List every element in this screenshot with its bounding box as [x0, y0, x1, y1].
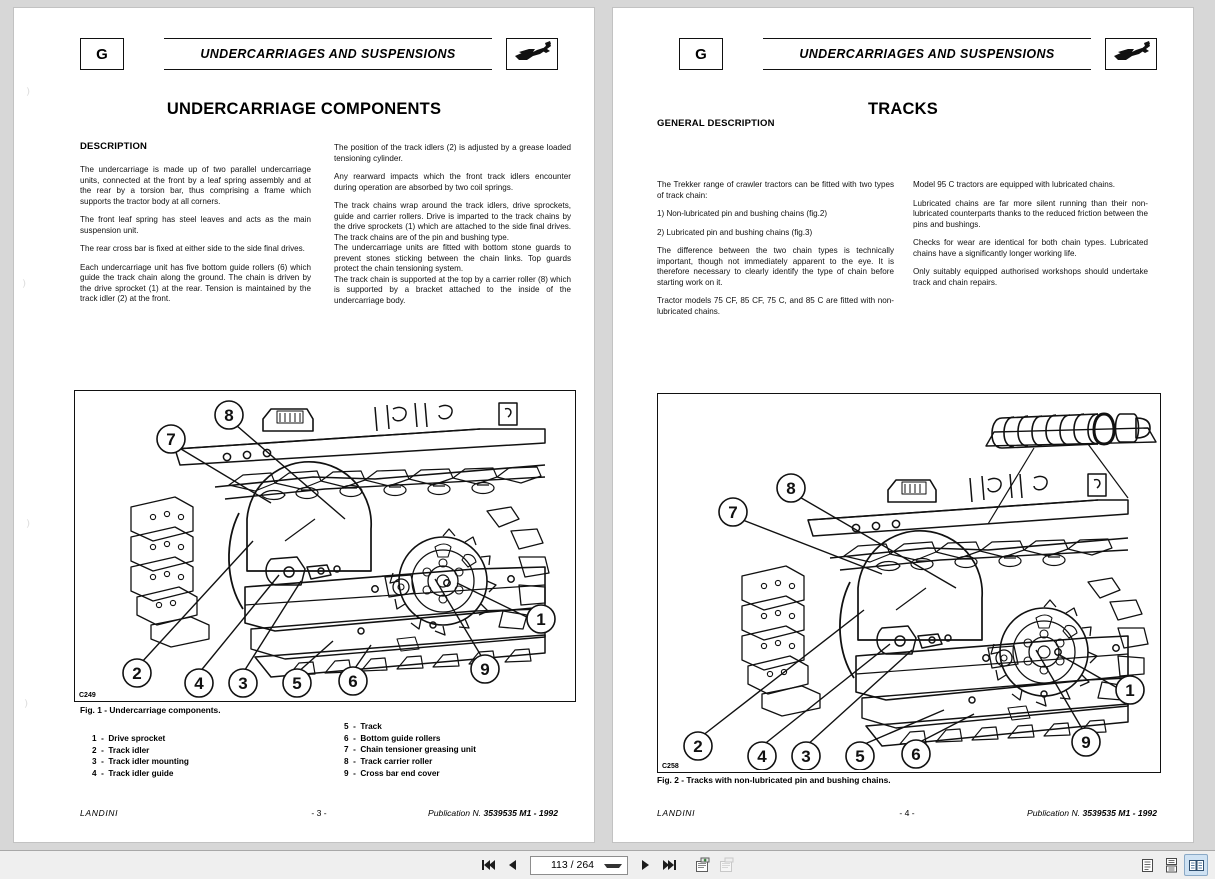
next-page-button[interactable]: [635, 855, 655, 875]
view-mode-group[interactable]: [1135, 851, 1209, 879]
svg-text:7: 7: [728, 503, 737, 522]
figure-code: C249: [79, 692, 96, 699]
view-single-page-button[interactable]: [1136, 855, 1158, 875]
svg-text:9: 9: [1081, 733, 1090, 752]
svg-text:4: 4: [194, 674, 204, 693]
section-heading: GENERAL DESCRIPTION: [657, 118, 775, 129]
svg-text:6: 6: [348, 672, 357, 691]
binder-ring-mark: ⁾: [26, 86, 30, 103]
svg-text:6: 6: [911, 745, 920, 764]
paragraph: Tractor models 75 CF, 85 CF, 75 C, and 85 C are fitted with non-lubricated chains.: [657, 296, 894, 317]
svg-text:7: 7: [166, 430, 175, 449]
paragraph: Only suitably equipped authorised workshops should undertake track and chain repairs.: [913, 267, 1148, 288]
page-title: UNDERCARRIAGE COMPONENTS: [14, 100, 594, 119]
footer-publication: Publication N. 3539535 M1 - 1992: [428, 808, 558, 818]
legend-item: 5 - Track: [344, 721, 476, 733]
paragraph: The track chain is supported at the top by a carrier roller (8) which is supported by a bracket attached to the inside of the undercarriage body.: [334, 275, 571, 307]
page-header-title: UNDERCARRIAGES AND SUSPENSIONS: [164, 38, 492, 70]
section-heading: DESCRIPTION: [80, 141, 147, 152]
svg-text:3: 3: [801, 747, 810, 766]
section-letter-badge: G: [679, 38, 723, 70]
legend-item: 4 - Track idler guide: [92, 768, 189, 780]
svg-text:1: 1: [536, 610, 545, 629]
view-continuous-button[interactable]: [1160, 855, 1182, 875]
figure-2: [657, 393, 1161, 773]
paragraph: 2) Lubricated pin and bushing chains (fig.3): [657, 228, 894, 239]
hand-wrench-icon: [506, 38, 558, 70]
legend-column-left: [92, 733, 189, 780]
body-column-right: [334, 143, 571, 306]
svg-text:2: 2: [693, 737, 702, 756]
page-number-input[interactable]: [530, 856, 628, 875]
legend-item: 2 - Track idler: [92, 745, 189, 757]
legend-item: 8 - Track carrier roller: [344, 756, 476, 768]
view-two-page-button[interactable]: [1184, 854, 1208, 876]
footer-page-number: - 4 -: [657, 808, 1157, 818]
paragraph: Checks for wear are identical for both chain types. Lubricated chains have a significantly longer working life.: [913, 238, 1148, 259]
paragraph: The rear cross bar is fixed at either side to the side final drives.: [80, 244, 311, 255]
binder-ring-mark: ⁾: [26, 518, 30, 535]
paragraph: 1) Non-lubricated pin and bushing chains (fig.2): [657, 209, 894, 220]
figure-1-illustration: [75, 391, 573, 699]
svg-text:2: 2: [132, 664, 141, 683]
paragraph: The difference between the two chain types is technically important, though not immediately apparent to the eye. It is therefore necessary to clearly identify the type of chain before starting work on it.: [657, 246, 894, 288]
footer-publication: Publication N. 3539535 M1 - 1992: [1027, 808, 1157, 818]
figure-callout: [123, 401, 555, 697]
paragraph: The position of the track idlers (2) is adjusted by a grease loaded tensioning cylinder.: [334, 143, 571, 164]
document-page-left[interactable]: [14, 8, 594, 842]
first-page-button[interactable]: [479, 855, 499, 875]
legend-item: 3 - Track idler mounting: [92, 756, 189, 768]
footer-brand: LANDINI: [657, 808, 695, 818]
paragraph: The undercarriage units are fitted with bottom stone guards to prevent stones sticking between the chain links. Top guards protect the chain tensioning system.: [334, 243, 571, 275]
chevron-down-icon[interactable]: [604, 864, 622, 868]
figure-2-illustration: [658, 394, 1158, 770]
paragraph: The Trekker range of crawler tractors can be fitted with two types of track chain:: [657, 180, 894, 201]
paragraph: The undercarriage is made up of two parallel undercarriage units, connected at the front by a leaf spring assembly and at the rear by a torsion bar, thus comprising a frame which supports the tractor body at all corners.: [80, 165, 311, 207]
legend-item: 1 - Drive sprocket: [92, 733, 189, 745]
legend-item: 9 - Cross bar end cover: [344, 768, 476, 780]
paragraph: Lubricated chains are far more silent running than their non-lubricated counterparts thanks to the reduced friction between the pins and bushings.: [913, 199, 1148, 231]
legend-item: 7 - Chain tensioner greasing unit: [344, 744, 476, 756]
hand-wrench-icon: [1105, 38, 1157, 70]
document-page-right[interactable]: [613, 8, 1193, 842]
paragraph: The front leaf spring has steel leaves and acts as the main suspension unit.: [80, 215, 311, 236]
svg-text:9: 9: [480, 660, 489, 679]
body-column-left: [80, 165, 311, 313]
svg-text:3: 3: [238, 674, 247, 693]
figure-1: [74, 390, 576, 702]
legend-item: 6 - Bottom guide rollers: [344, 733, 476, 745]
page-title: TRACKS: [613, 100, 1193, 119]
svg-text:5: 5: [292, 674, 301, 693]
page-footer: [657, 808, 1157, 818]
paragraph: The track chains wrap around the track idlers, drive sprockets, guide and carrier rollers. Drive is imparted to the track chains by the drive sprockets (1) which are attached to the side final drives. The track chains are of the pin and bushing type.: [334, 201, 571, 243]
svg-text:4: 4: [757, 747, 767, 766]
figure-caption: Fig. 2 - Tracks with non-lubricated pin and bushing chains.: [657, 775, 891, 785]
svg-text:8: 8: [786, 479, 795, 498]
section-letter-badge: G: [80, 38, 124, 70]
binder-ring-mark: ⁾: [24, 698, 28, 715]
paragraph: Any rearward impacts which the front track idlers encounter during operation are absorbed by two coil springs.: [334, 172, 571, 193]
legend-column-right: [344, 721, 476, 779]
body-column-left: [657, 180, 894, 325]
figure-code: C258: [662, 763, 679, 770]
footer-brand: LANDINI: [80, 808, 118, 818]
page-footer: [80, 808, 558, 818]
page-header-title: UNDERCARRIAGES AND SUSPENSIONS: [763, 38, 1091, 70]
page-header: [80, 38, 558, 72]
previous-page-button[interactable]: [503, 855, 523, 875]
figure-caption: Fig. 1 - Undercarriage components.: [80, 705, 221, 715]
svg-text:8: 8: [224, 406, 233, 425]
body-column-right: [913, 180, 1148, 296]
svg-text:5: 5: [855, 747, 864, 766]
viewer-toolbar[interactable]: [0, 850, 1215, 879]
page-header: [679, 38, 1157, 72]
add-bookmark-icon[interactable]: [693, 855, 713, 875]
footer-page-number: - 3 -: [80, 808, 558, 818]
paragraph: Model 95 C tractors are equipped with lubricated chains.: [913, 180, 1148, 191]
remove-bookmark-icon[interactable]: [717, 855, 737, 875]
page-number-value: 113 / 264: [531, 859, 627, 871]
last-page-button[interactable]: [659, 855, 679, 875]
paragraph: Each undercarriage unit has five bottom guide rollers (6) which guide the track chain along the ground. The chain is driven by the drive sprocket (1) at the rear. Tension is maintained by the track idler (2) at the front.: [80, 263, 311, 305]
svg-text:1: 1: [1125, 681, 1134, 700]
binder-ring-mark: ⁾: [22, 278, 26, 295]
